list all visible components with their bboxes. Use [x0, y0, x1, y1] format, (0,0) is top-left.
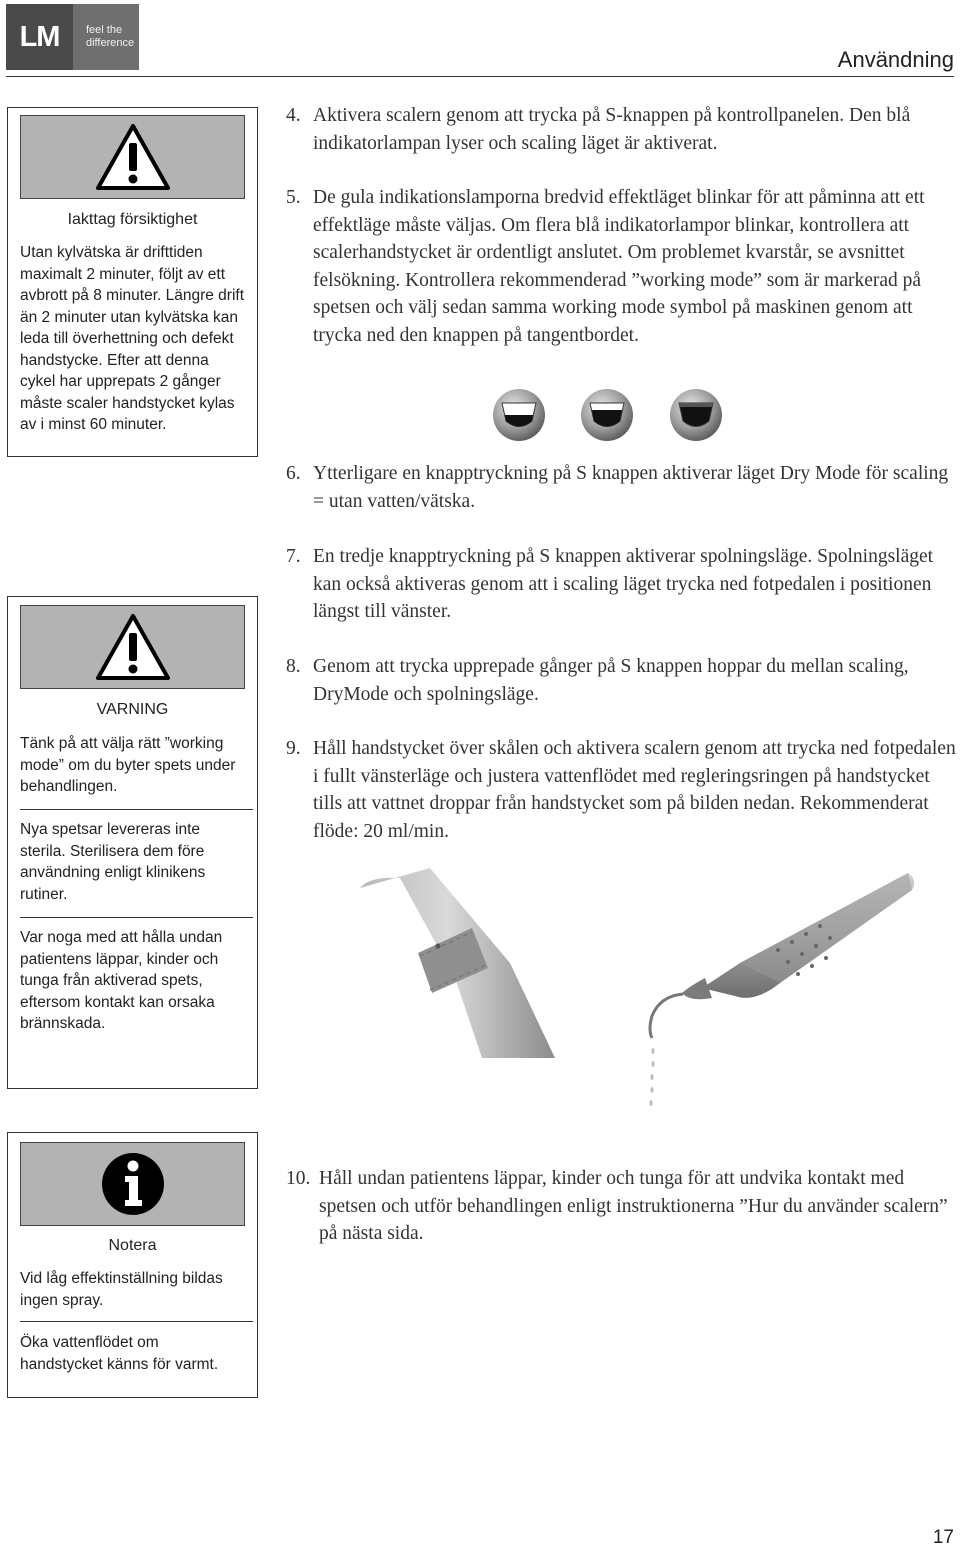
- working-mode-2-icon: [580, 388, 634, 442]
- working-mode-icons: [492, 388, 732, 442]
- note-para-1: Vid låg effektinställning bildas ingen spray.: [20, 1270, 223, 1309]
- warning-divider-2: [20, 917, 253, 918]
- note-box: [7, 1132, 258, 1398]
- warning-para-1: Tänk på att välja rätt ”working mode” om du byter spets under behandlingen.: [20, 735, 236, 795]
- logo-tagline: feel the difference: [86, 24, 135, 49]
- working-mode-3-icon: [669, 388, 723, 442]
- note-para-2: Öka vattenflödet om handstycket känns för varmt.: [20, 1334, 219, 1373]
- note-banner: [20, 1142, 245, 1226]
- caution-box: [7, 107, 258, 457]
- page-number: 17: [932, 1527, 954, 1548]
- warning-box: [7, 596, 258, 1089]
- note-divider: [20, 1321, 253, 1322]
- handpiece-illustration: [360, 868, 920, 1113]
- section-title: Användning: [837, 47, 954, 72]
- company-logo: [6, 4, 139, 70]
- header-divider: [6, 76, 954, 77]
- info-icon: [100, 1151, 166, 1217]
- caution-banner: [20, 115, 245, 199]
- caution-text: Utan kylvätska är drifttiden maximalt 2 minuter, följt av ett avbrott på 8 minuter. Längre drift än 2 minuter utan kylvätska kan leda till överhettning och defekt handstycke. Efter att denna cykel har upprepats 2 gånger måste scaler handstycket kylas av i minst 60 minuter.: [20, 244, 245, 433]
- warning-banner: [20, 605, 245, 689]
- warning-para-2: Nya spetsar levereras inte sterila. Sterilisera dem före användning enligt klinikens rutiner.: [20, 821, 206, 903]
- warning-heading: VARNING: [96, 701, 169, 718]
- warning-para-3: Var noga med att hålla undan patientens läppar, kinder och tunga från aktiverad spets, eftersom kontakt kan orsaka brännskada.: [20, 929, 223, 1032]
- warning-divider-1: [20, 809, 253, 810]
- logo-mark: LM: [6, 4, 73, 70]
- caution-heading: Iakttag försiktighet: [67, 211, 198, 228]
- warning-triangle-icon: [95, 613, 171, 681]
- note-heading: Notera: [108, 1237, 157, 1254]
- warning-triangle-icon: [95, 123, 171, 191]
- working-mode-1-icon: [492, 388, 546, 442]
